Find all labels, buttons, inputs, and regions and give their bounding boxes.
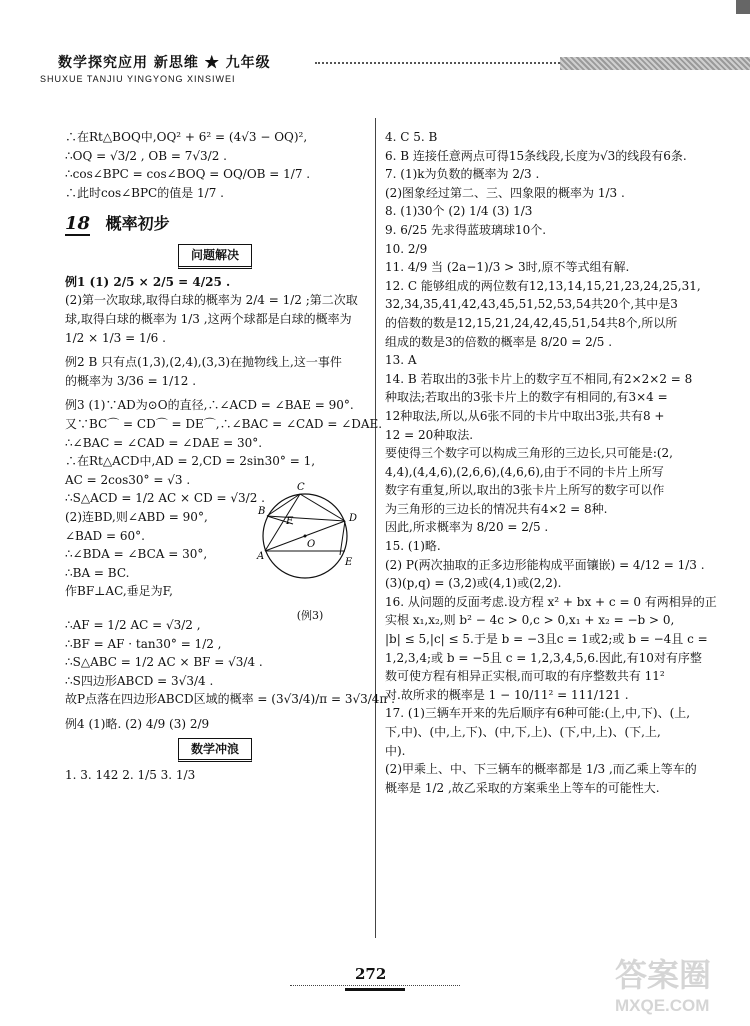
example-2: 例2 B 只有点(1,3),(2,4),(3,3)在抛物线上,这一事件 <box>65 355 342 370</box>
example-4: 例4 (1)略. (2) 4/9 (3) 2/9 <box>65 716 210 731</box>
answer-line: 种取法;若取出的3张卡片上的数字有相同的,有3×4 = <box>385 390 668 405</box>
left-column <box>65 128 395 785</box>
answer-line: 12 = 20种取法. <box>385 427 474 442</box>
answer-line: 12种取法,所以,从6张不同的卡片中取出3张,共有8 + <box>385 408 665 423</box>
text-line: ∠BAD = 60°. <box>65 528 145 543</box>
label-o: O <box>307 538 316 550</box>
answer-line: (2)图象经过第二、三、四象限的概率为 1/3 . <box>385 185 625 200</box>
answer-line: (3)(p,q) = (3,2)或(4,1)或(2,2). <box>385 576 562 591</box>
book-title: 数学探究应用 新思维 ★ 九年级 <box>58 55 271 71</box>
section-number: 18 <box>65 213 91 235</box>
text-line: 故P点落在四边形ABCD区域的概率 = (3√3/4)/π = 3√3/4π . <box>65 692 395 707</box>
text-line: ∴此时cos∠BPC的值是 1/7 . <box>65 185 224 200</box>
label-b: B <box>258 505 266 517</box>
answer-line: |b| ≤ 5,|c| ≤ 5.于是 b = −3且c = 1或2;或 b = −4且 c = <box>385 632 708 647</box>
text-line: ∴BF = AF · tan30° = 1/2 , <box>65 636 222 651</box>
answer-line: 数字有重复,所以,取出的3张卡片上所写的数字可以作 <box>385 483 665 498</box>
watermark-url: MXQE.COM <box>615 996 710 1015</box>
answer-line: 4. C 5. B <box>385 130 438 144</box>
text-line: ∴S△ACD = 1/2 AC × CD = √3/2 . <box>65 491 265 506</box>
example-1: 例1 (1) 2/5 × 2/5 = 4/25 . <box>65 274 231 289</box>
text-line: 球,取得白球的概率为 1/3 ,这两个球都是白球的概率为 <box>65 312 352 327</box>
answer-line: 的倍数的数是12,15,21,24,42,45,51,54共8个,所以所 <box>385 315 678 330</box>
answer-line: 8. (1)30个 (2) 1/4 (3) 1/3 <box>385 204 533 219</box>
answer-line: 实根 x₁,x₂,则 b² − 4c > 0,c > 0,x₁ + x₂ = −b > 0, <box>385 613 675 628</box>
text-line: ∴BA = BC. <box>65 565 130 580</box>
page-number: 272 <box>355 965 387 983</box>
section-title: 概率初步 <box>105 214 170 234</box>
text-line: ∴在Rt△BOQ中,OQ² + 6² = (4√3 − OQ)², <box>65 130 308 144</box>
figure-caption: (例3) <box>296 608 324 622</box>
answer-line: (2)甲乘上、中、下三辆车的概率都是 1/3 ,而乙乘上等车的 <box>385 762 697 777</box>
text-line: 作BF⊥AC,垂足为F, <box>65 584 173 599</box>
text-line: ∴在Rt△ACD中,AD = 2,CD = 2sin30° = 1, <box>65 454 316 469</box>
label-d: D <box>349 512 358 524</box>
answer-line: 概率是 1/2 ,故乙采取的方案乘坐上等车的可能性大. <box>385 780 660 795</box>
text-line: ∴∠BDA = ∠BCA = 30°, <box>65 547 208 562</box>
watermark <box>615 950 745 1026</box>
answer-line: 1,2,3,4;或 b = −5且 c = 1,2,3,4,5,6.因此,有10对有序整 <box>385 650 702 665</box>
label-a: A <box>257 550 265 562</box>
circle-diagram <box>255 481 365 601</box>
answer-line: 10. 2/9 <box>385 241 428 256</box>
text-line: 的概率为 3/36 = 1/12 . <box>65 373 197 388</box>
answer-line: 为三角形的三边长的情况共有4×2 = 8种. <box>385 501 608 516</box>
answer-line: 4,4),(4,4,6),(2,6,6),(4,6,6),由于不同的卡片上所写 <box>385 464 664 479</box>
text-line: 1/2 × 1/3 = 1/6 . <box>65 330 166 345</box>
example-3: 例3 (1)∵AD为⊙O的直径,∴∠ACD = ∠BAE = 90°. <box>65 398 354 413</box>
answer-line: 组成的数是3的倍数的概率是 8/20 = 2/5 . <box>385 334 613 349</box>
surfing-answers: 1. 3. 142 2. 1/5 3. 1/3 <box>65 768 196 783</box>
text-line: ∴S△ABC = 1/2 AC × BF = √3/4 . <box>65 655 263 670</box>
label-c: C <box>297 481 305 493</box>
watermark-logo-text: 答案圈 <box>615 957 712 993</box>
answer-line: 对.故所求的概率是 1 − 10/11² = 111/121 . <box>385 687 629 702</box>
page-header <box>0 0 750 90</box>
tag-problem-solving: 问题解决 <box>178 244 252 269</box>
label-e: E <box>345 556 353 568</box>
tag-math-surfing: 数学冲浪 <box>178 738 252 763</box>
answer-line: 下,中)、(中,上,下)、(中,下,上)、(下,中,上)、(下,上, <box>385 725 661 739</box>
text-line: 又∵BC⌒ = CD⌒ = DE⌒,∴∠BAC = ∠CAD = ∠DAE. <box>65 417 383 432</box>
text-line: (2)第一次取球,取得白球的概率为 2/4 = 1/2 ;第二次取 <box>65 293 358 308</box>
example-3-figure <box>255 481 365 622</box>
answer-line: 17. (1)三辆车开来的先后顺序有6种可能:(上,中,下)、(上, <box>385 706 691 721</box>
answer-line: 11. 4/9 当 (2a−1)/3 > 3时,原不等式组有解. <box>385 260 630 275</box>
footer-rule <box>345 988 405 991</box>
answer-line: 16. 从问题的反面考虑.设方程 x² + bx + c = 0 有两相异的正 <box>385 594 717 609</box>
text-line: ∴S四边形ABCD = 3√3/4 . <box>65 673 214 688</box>
answer-line: 中). <box>385 743 406 758</box>
answer-line: 6. B 连接任意两点可得15条线段,长度为√3的线段有6条. <box>385 148 687 163</box>
answer-line: 因此,所求概率为 8/20 = 2/5 . <box>385 520 549 535</box>
text-line: AC = 2cos30° = √3 . <box>65 472 191 487</box>
corner-mark <box>736 0 750 14</box>
text-line: (2)连BD,则∠ABD = 90°, <box>65 509 208 524</box>
text-line: ∴AF = 1/2 AC = √3/2 , <box>65 617 201 632</box>
answer-line: 14. B 若取出的3张卡片上的数字互不相同,有2×2×2 = 8 <box>385 371 693 386</box>
answer-line: (2) P(两次抽取的正多边形能构成平面镶嵌) = 4/12 = 1/3 . <box>385 557 705 572</box>
answer-line: 13. A <box>385 353 417 368</box>
answer-line: 15. (1)略. <box>385 539 441 554</box>
column-divider <box>375 118 376 938</box>
text-line: ∴∠BAC = ∠CAD = ∠DAE = 30°. <box>65 435 263 450</box>
answer-line: 12. C 能够组成的两位数有12,13,14,15,21,23,24,25,31, <box>385 278 701 293</box>
label-f: F <box>286 515 293 527</box>
text-line: ∴OQ = √3/2 , OB = 7√3/2 . <box>65 148 227 163</box>
answer-line: 7. (1)k为负数的概率为 2/3 . <box>385 167 540 182</box>
answer-line: 9. 6/25 先求得蓝玻璃球10个. <box>385 222 547 237</box>
footer-dotted-rule <box>290 985 460 986</box>
answer-line: 数可使方程有相异正实根,而可取的有序整数共有 11² <box>385 669 665 684</box>
header-pattern-bar <box>560 57 750 70</box>
answer-line: 32,34,35,41,42,43,45,51,52,53,54共20个,其中是3 <box>385 297 678 312</box>
right-column <box>385 128 717 797</box>
text-line: ∴cos∠BPC = cos∠BOQ = OQ/OB = 1/7 . <box>65 167 311 182</box>
answer-line: 要使得三个数字可以构成三角形的三边长,只可能是:(2, <box>385 446 673 461</box>
header-dotted-rule <box>315 62 560 64</box>
section-heading <box>65 210 365 238</box>
book-subtitle: SHUXUE TANJIU YINGYONG XINSIWEI <box>40 74 236 84</box>
